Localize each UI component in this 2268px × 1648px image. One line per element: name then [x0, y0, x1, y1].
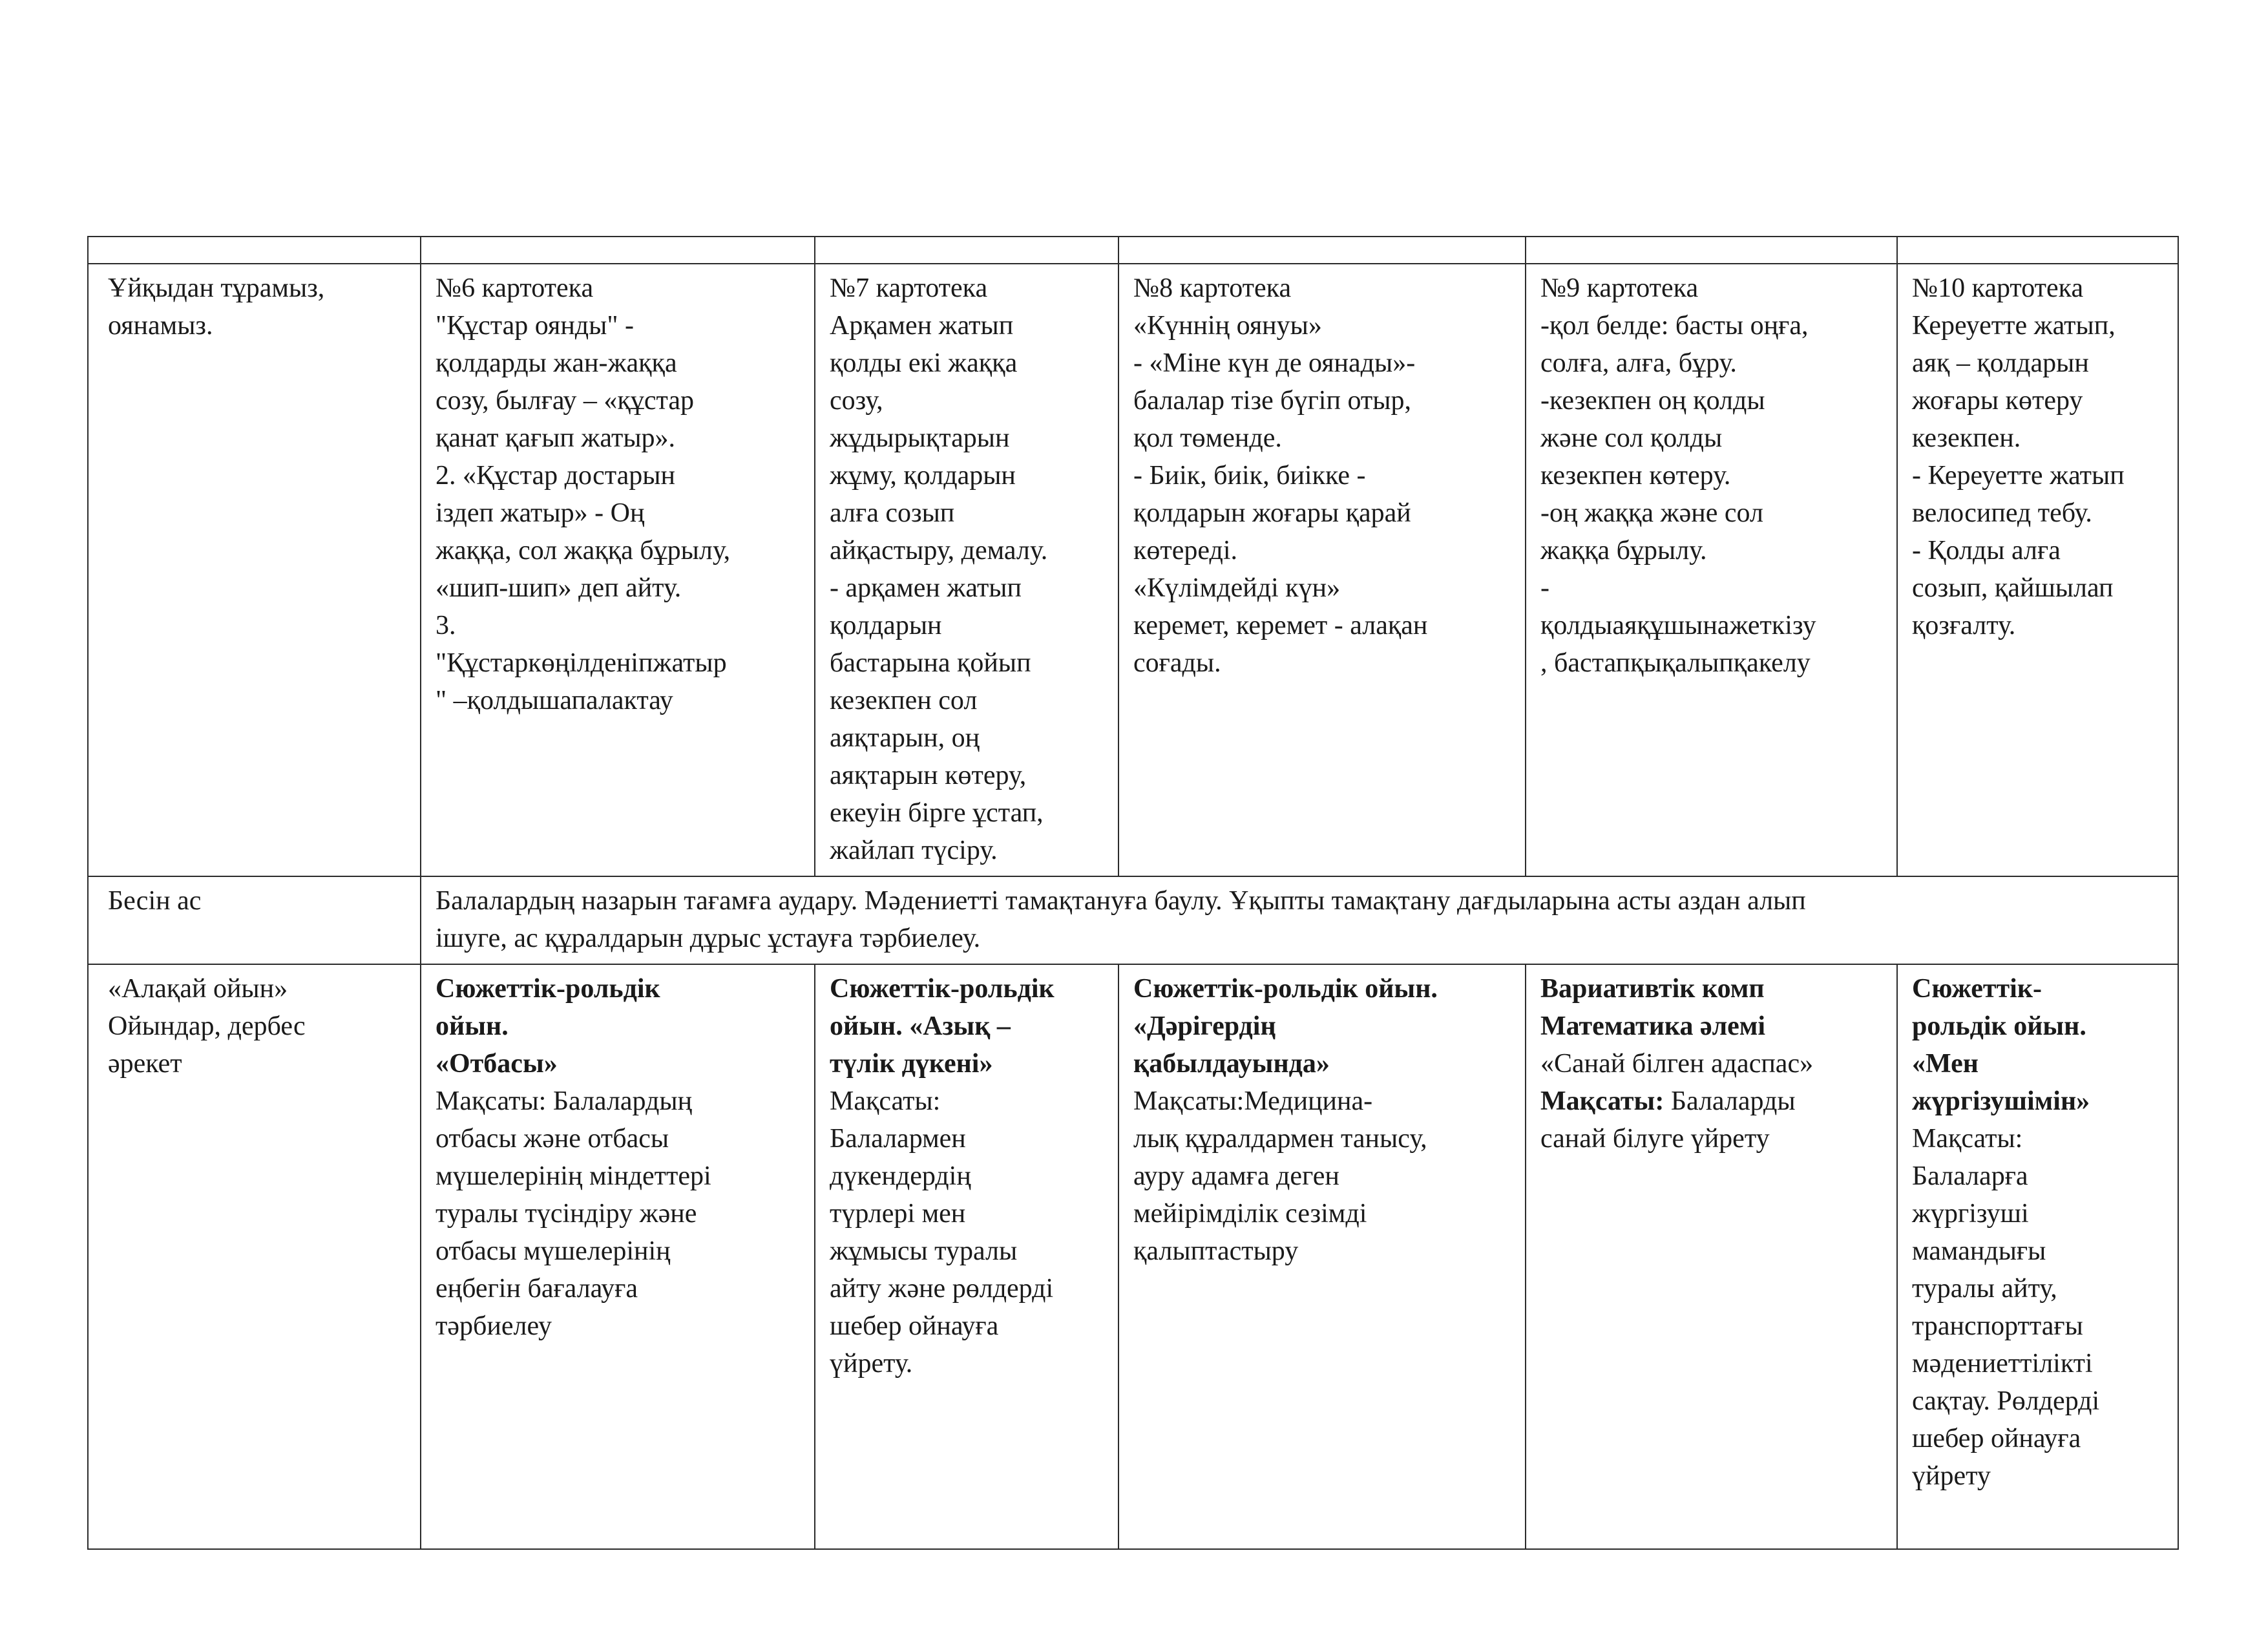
game-cell-family	[421, 964, 815, 1549]
cell-text-line: мәдениеттілікті	[1912, 1349, 2093, 1379]
cell-text-line: үйрету	[1912, 1461, 1991, 1491]
cell-text-line: қанат қағып жатыр».	[436, 423, 676, 453]
cell-text-line: -	[1540, 573, 1549, 603]
cell-text-line: созу, былғау – «құстар	[436, 386, 694, 416]
cell-text-line: " –қолдышапалактау	[436, 686, 673, 715]
cell-text-line: №8 картотека	[1133, 273, 1292, 303]
cell-text-line: «Күннің оянуы»	[1133, 311, 1322, 341]
cell-text-line: Мақсаты:	[1912, 1124, 2023, 1154]
cell-text-line: жүргізушімін»	[1912, 1086, 2090, 1116]
cell-text-line: аяқ – қолдарын	[1912, 348, 2089, 378]
cell-text-line: созу,	[830, 386, 883, 416]
game-cell-grocery-store	[815, 964, 1118, 1549]
cell-text-line: созып, қайшылап	[1912, 573, 2114, 603]
game-cell-doctor	[1118, 964, 1526, 1549]
cell-text-line: - Биік, биік, биікке -	[1133, 461, 1366, 491]
empty-cell	[1526, 237, 1897, 264]
table-row-snack	[88, 876, 2178, 964]
cell-text-line: қолдарды жан-жаққа	[436, 348, 677, 378]
cell-text-line: -оң жаққа және сол	[1540, 498, 1763, 528]
cell-text-line: Сюжеттік-	[1912, 974, 2042, 1004]
game-cell-driver	[1897, 964, 2178, 1549]
cell-text-line: қолдарын жоғары қарай	[1133, 498, 1411, 528]
cell-text-line: қолды екі жаққа	[830, 348, 1018, 378]
cell-text-line: - «Міне күн де оянады»-	[1133, 348, 1416, 378]
cell-text-line: керемет, керемет - алақан	[1133, 611, 1428, 640]
cell-text-line: кезекпен көтеру.	[1540, 461, 1731, 491]
cell-text-line: Сюжеттік-рольдік	[830, 974, 1055, 1004]
cell-text-line: санай білуге үйрету	[1540, 1124, 1770, 1154]
cell-text-line: ойын. «Азық –	[830, 1011, 1011, 1041]
cell-text-line: Сюжеттік-рольдік	[436, 974, 660, 1004]
cell-text-line: №6 картотека	[436, 273, 594, 303]
cell-text-line: жұмысы туралы	[830, 1236, 1018, 1266]
cell-text-line: ауру адамға деген	[1133, 1161, 1339, 1191]
cell-text-line: түрлері мен	[830, 1199, 966, 1229]
wake-cell-card-6	[421, 264, 815, 876]
cell-text-line: үйрету.	[830, 1349, 913, 1379]
cell-text-line: Сюжеттік-рольдік ойын.	[1133, 974, 1438, 1004]
cell-text-line: Балалармен	[830, 1124, 966, 1154]
cell-text-line: велосипед тебу.	[1912, 498, 2092, 528]
cell-text-line: жаққа бұрылу.	[1540, 536, 1707, 565]
cell-text-line: «Мен	[1912, 1049, 1979, 1079]
row-label-wake-up: Ұйқыдан тұрамыз, оянамыз.	[88, 264, 421, 876]
cell-text-line: Балаларға	[1912, 1161, 2028, 1191]
cell-text-line: аяқтарын көтеру,	[830, 761, 1027, 790]
cell-text-line: «Отбасы»	[436, 1049, 558, 1079]
row-label-snack: Бесін ас	[88, 876, 421, 964]
cell-text-line: соғады.	[1133, 648, 1221, 678]
goal-text: Балаларды	[1664, 1086, 1796, 1116]
empty-cell	[88, 237, 421, 264]
cell-text-line: ойын.	[436, 1011, 509, 1041]
wake-cell-card-7	[815, 264, 1118, 876]
row-label-games: «Алақай ойын» Ойындар, дербес әрекет	[88, 964, 421, 1549]
cell-text-line: мейірімділік сезімді	[1133, 1199, 1367, 1229]
cell-text-line: қалыптастыру	[1133, 1236, 1299, 1266]
cell-text-line: лық құралдармен танысу,	[1133, 1124, 1427, 1154]
cell-text-line: 3.	[436, 611, 456, 640]
cell-text-line: -кезекпен оң қолды	[1540, 386, 1765, 416]
cell-text-line: Математика әлемі	[1540, 1011, 1766, 1041]
cell-text-line: еңбегін бағалауға	[436, 1274, 638, 1304]
cell-text-line: кезекпен сол	[830, 686, 978, 715]
empty-cell	[1118, 237, 1526, 264]
cell-text-line: мүшелерінің міндеттері	[436, 1161, 711, 1191]
cell-text-line: тәрбиелеу	[436, 1311, 552, 1341]
cell-text-line: бастарына қойып	[830, 648, 1031, 678]
cell-text-line: отбасы және отбасы	[436, 1124, 669, 1154]
cell-text-line: №9 картотека	[1540, 273, 1699, 303]
cell-text-line: Кереуетте жатып,	[1912, 311, 2116, 341]
cell-text-line: балалар тізе бүгіп отыр,	[1133, 386, 1411, 416]
snack-description: Балалардың назарын тағамға аудару. Мәдениетті тамақтануға баулу. Ұқыпты тамақтану дағдыларына асты аздан алып ішуге, ас құралдарын дұрыс ұстауға тәрбиелеу.	[421, 876, 2178, 964]
cell-text-line: 2. «Құстар достарын	[436, 461, 675, 491]
cell-text-line: қолдыаяқұшынажеткізу	[1540, 611, 1816, 640]
wake-cell-card-9	[1526, 264, 1897, 876]
cell-text-line: қол төменде.	[1133, 423, 1282, 453]
cell-text-line: Мақсаты: Балалардың	[436, 1086, 693, 1116]
cell-text-line: Мақсаты:	[830, 1086, 941, 1116]
wake-cell-card-10	[1897, 264, 2178, 876]
goal-line	[1540, 1083, 1882, 1120]
cell-text-line: , бастапқықалыпқакелу	[1540, 648, 1811, 678]
cell-text-line: көтереді.	[1133, 536, 1238, 565]
cell-text-line: №10 картотека	[1912, 273, 2084, 303]
cell-text-line: қолдарын	[830, 611, 942, 640]
cell-text-line: шебер ойнауға	[830, 1311, 999, 1341]
cell-text-line: рольдік ойын.	[1912, 1011, 2086, 1041]
cell-text-line: жаққа, сол жаққа бұрылу,	[436, 536, 731, 565]
cell-text-line: жұму, қолдарын	[830, 461, 1016, 491]
cell-text-line: Арқамен жатып	[830, 311, 1014, 341]
cell-text-line: -қол белде: басты оңға,	[1540, 311, 1809, 341]
cell-text-line: қозғалту.	[1912, 611, 2016, 640]
table-row-wake-up	[88, 264, 2178, 876]
cell-text-line: отбасы мүшелерінің	[436, 1236, 671, 1266]
cell-text-line: "Құстаркөңілденіпжатыр	[436, 648, 727, 678]
cell-text-line: Мақсаты:Медицина-	[1133, 1086, 1373, 1116]
cell-text-line: аяқтарын, оң	[830, 723, 980, 753]
cell-text-line: жұдырықтарын	[830, 423, 1010, 453]
cell-text-line: солға, алға, бұру.	[1540, 348, 1737, 378]
table-row-empty-top	[88, 237, 2178, 264]
empty-cell	[421, 237, 815, 264]
cell-text-line: дүкендердің	[830, 1161, 971, 1191]
game-cell-math-world	[1526, 964, 1897, 1549]
cell-text-line: мамандығы	[1912, 1236, 2046, 1266]
goal-label: Мақсаты:	[1540, 1086, 1664, 1116]
cell-text-line: - Кереуетте жатып	[1912, 461, 2125, 491]
cell-text-line: кезекпен.	[1912, 423, 2021, 453]
cell-text-line: айқастыру, демалу.	[830, 536, 1048, 565]
cell-text-line: №7 картотека	[830, 273, 988, 303]
cell-text-line: туралы түсіндіру және	[436, 1199, 697, 1229]
cell-text-line: «Күлімдейді күн»	[1133, 573, 1341, 603]
empty-cell	[1897, 237, 2178, 264]
table-row-games	[88, 964, 2178, 1549]
cell-text-line: транспорттағы	[1912, 1311, 2083, 1341]
cell-text-line: алға созып	[830, 498, 955, 528]
cell-text-line: «Санай білген адаспас»	[1540, 1049, 1814, 1079]
cell-text-line: түлік дүкені»	[830, 1049, 993, 1079]
cell-text-line: қабылдауында»	[1133, 1049, 1330, 1079]
wake-cell-card-8	[1118, 264, 1526, 876]
cell-text-line: және сол қолды	[1540, 423, 1723, 453]
cell-text-line: Вариативтік комп	[1540, 974, 1765, 1004]
cell-text-line: шебер ойнауға	[1912, 1424, 2081, 1453]
cell-text-line: «шип-шип» деп айту.	[436, 573, 682, 603]
cell-text-line: «Дәрігердің	[1133, 1011, 1276, 1041]
cell-text-line: іздеп жатыр» - Оң	[436, 498, 645, 528]
cell-text-line: "Құстар оянды" -	[436, 311, 635, 341]
daily-plan-table	[87, 236, 2179, 1550]
cell-text-line: айту және рөлдерді	[830, 1274, 1054, 1304]
cell-text-line: - Қолды алға	[1912, 536, 2061, 565]
cell-text-line: - арқамен жатып	[830, 573, 1022, 603]
cell-text-line: жайлап түсіру.	[830, 836, 998, 865]
cell-text-line: жүргізуші	[1912, 1199, 2029, 1229]
cell-text-line: екеуін бірге ұстап,	[830, 798, 1044, 828]
empty-cell	[815, 237, 1118, 264]
cell-text-line: жоғары көтеру	[1912, 386, 2083, 416]
cell-text-line: туралы айту,	[1912, 1274, 2057, 1304]
cell-text-line: сақтау. Рөлдерді	[1912, 1386, 2100, 1416]
